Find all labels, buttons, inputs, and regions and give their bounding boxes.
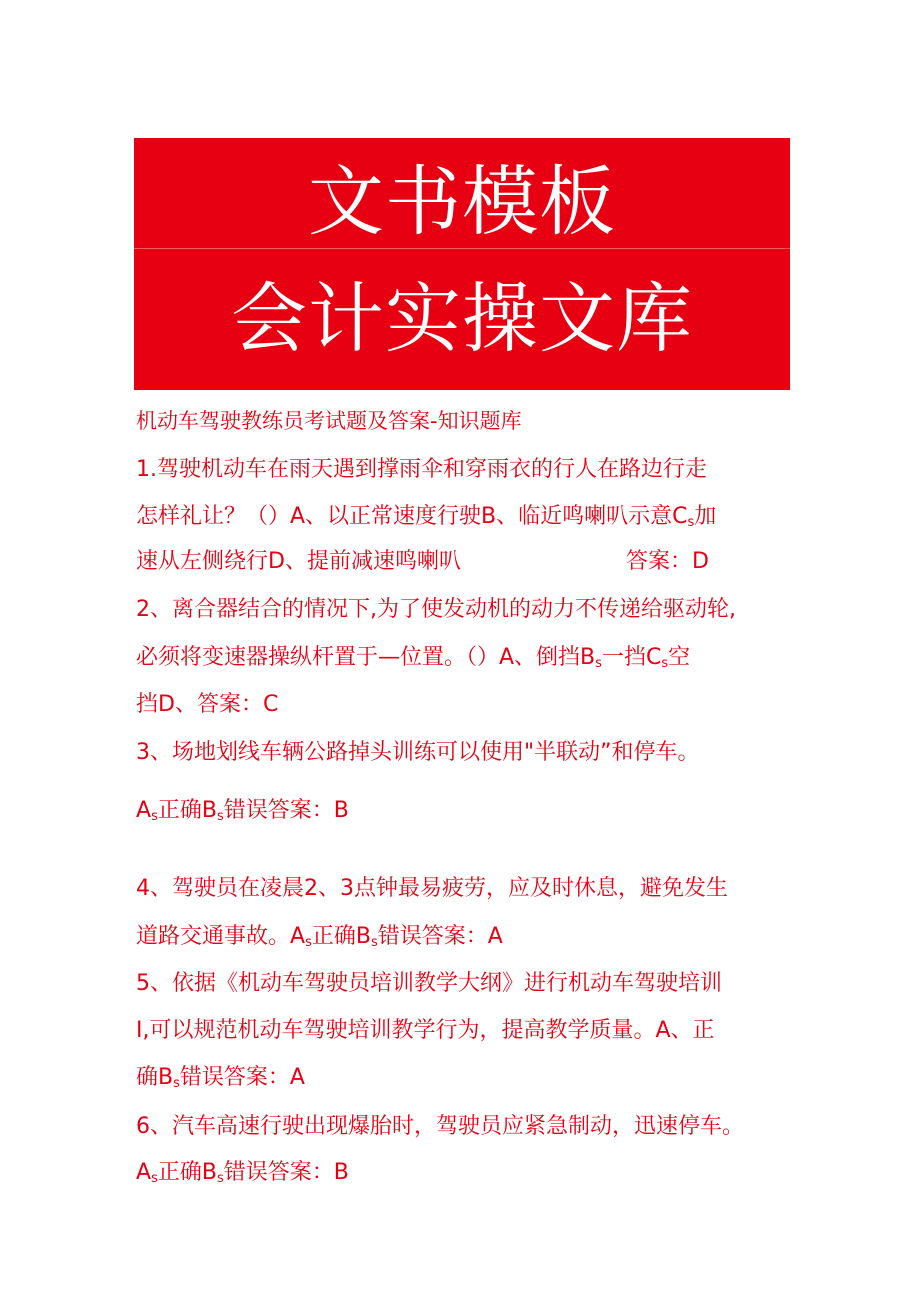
question-6-line-2: $A_s$正确$B_s$错误答案：B <box>136 1160 349 1186</box>
question-4-line-1: 4、驾驶员在凌晨2、3点钟最易疲劳，应及时休息，避免发生 <box>136 876 728 901</box>
header-banner <box>134 138 790 390</box>
question-1-line-3: 速从左侧绕行D、提前减速鸣喇叭 答案：D <box>136 547 806 577</box>
question-5-line-1: 5、依据《机动车驾驶员培训教学大纲》进行机动车驾驶培训 <box>136 971 722 996</box>
question-1-line-1: 1.驾驶机动车在雨天遇到撑雨伞和穿雨衣的行人在路边行走 <box>136 457 707 482</box>
question-3-line-1: 3、场地划线车辆公路掉头训练可以使用"半联动”和停车。 <box>136 740 700 765</box>
banner-title-line1: 文书模板 <box>308 157 616 246</box>
question-5-line-2: I,可以规范机动车驾驶培训教学行为，提高教学质量。A、正 <box>136 1018 715 1043</box>
document-title: 机动车驾驶教练员考试题及答案-知识题库 <box>136 409 522 433</box>
question-5-line-3: 确$B_s$错误答案：A <box>136 1065 305 1091</box>
question-1-answer: 答案：D <box>626 549 709 574</box>
banner-title-line2: 会计实操文库 <box>231 274 693 363</box>
banner-divider <box>134 248 790 249</box>
question-1-line-2: 怎样礼让？（）A、以正常速度行驶B、临近鸣喇叭示意$C_s$加 <box>136 504 717 530</box>
question-6-line-1: 6、汽车高速行驶出现爆胎时，驾驶员应紧急制动，迅速停车。 <box>136 1114 744 1139</box>
question-3-line-2: $A_s$正确$B_s$错误答案：B <box>136 798 349 824</box>
question-2-line-3: 挡D、答案：C <box>136 692 279 717</box>
question-2-line-1: 2、离合器结合的情况下,为了使发动机的动力不传递给驱动轮, <box>136 597 736 622</box>
question-2-line-2: 必须将变速器操纵杆置于—位置。（）A、倒挡$B_s$一挡$C_s$空 <box>136 645 691 671</box>
question-4-line-2: 道路交通事故。$A_s$正确$B_s$错误答案：A <box>136 924 503 950</box>
